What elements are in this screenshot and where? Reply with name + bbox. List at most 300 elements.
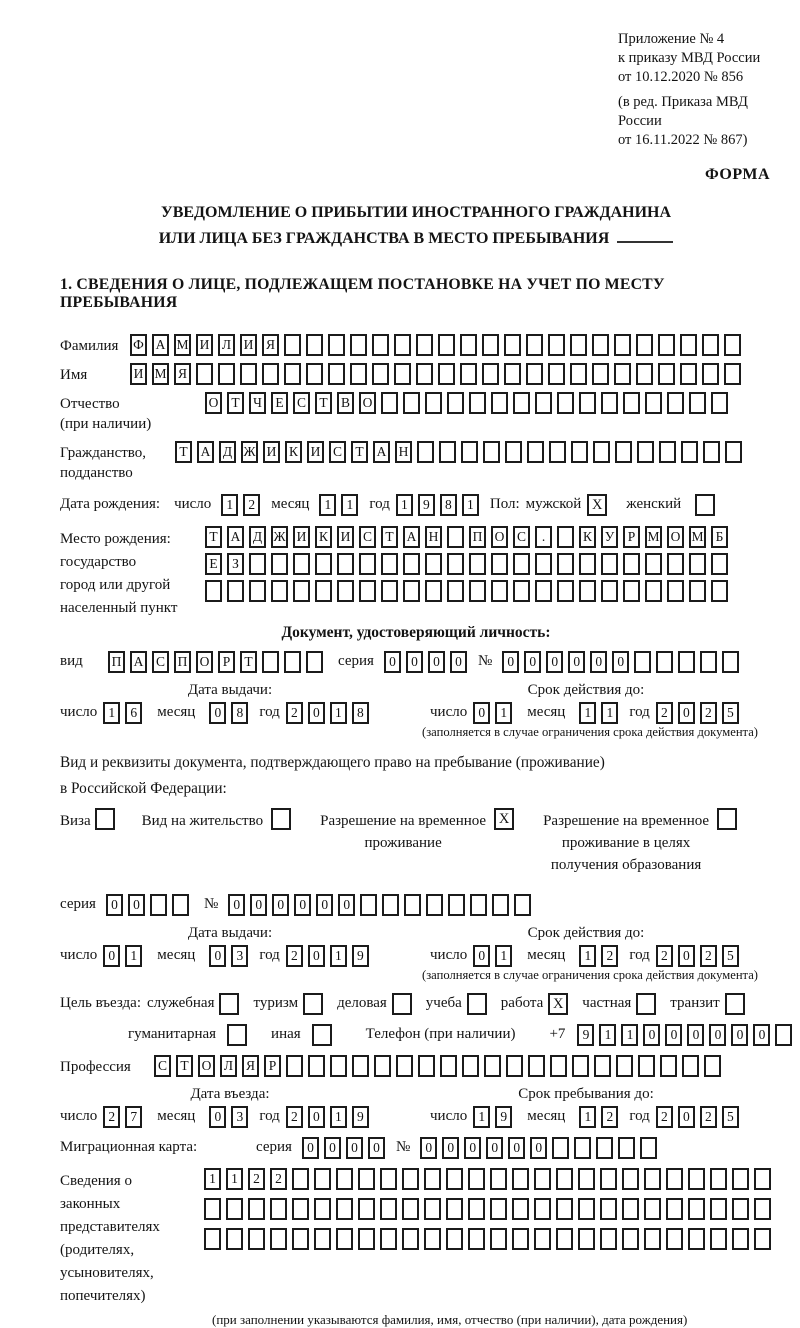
char-box[interactable]: [446, 1198, 463, 1220]
char-box[interactable]: [204, 1228, 221, 1250]
char-box[interactable]: О: [491, 526, 508, 548]
char-box[interactable]: 1: [330, 1106, 347, 1128]
char-box[interactable]: [418, 1055, 435, 1077]
char-box[interactable]: [374, 1055, 391, 1077]
char-box[interactable]: [218, 363, 235, 385]
char-box[interactable]: [172, 894, 189, 916]
char-box[interactable]: 0: [731, 1024, 748, 1046]
char-box[interactable]: 0: [546, 651, 563, 673]
doc-valid-month-boxes[interactable]: [579, 702, 623, 724]
char-box[interactable]: [703, 441, 720, 463]
char-box[interactable]: 2: [601, 945, 618, 967]
char-box[interactable]: 8: [352, 702, 369, 724]
char-box[interactable]: 0: [406, 651, 423, 673]
char-box[interactable]: [469, 553, 486, 575]
char-box[interactable]: [725, 441, 742, 463]
checkbox-cell[interactable]: [227, 1024, 247, 1046]
char-box[interactable]: У: [601, 526, 618, 548]
purpose-official-checkbox[interactable]: [219, 993, 244, 1015]
char-box[interactable]: [615, 441, 632, 463]
birth-place-boxes-row1[interactable]: [205, 526, 733, 548]
char-box[interactable]: [623, 580, 640, 602]
char-box[interactable]: [403, 392, 420, 414]
char-box[interactable]: Ф: [130, 334, 147, 356]
char-box[interactable]: 0: [590, 651, 607, 673]
char-box[interactable]: [447, 526, 464, 548]
char-box[interactable]: [732, 1168, 749, 1190]
profession-boxes[interactable]: [154, 1055, 726, 1077]
char-box[interactable]: 2: [656, 1106, 673, 1128]
char-box[interactable]: [689, 392, 706, 414]
char-box[interactable]: [660, 1055, 677, 1077]
char-box[interactable]: 1: [579, 702, 596, 724]
residence-number-boxes[interactable]: [228, 894, 536, 916]
char-box[interactable]: [614, 363, 631, 385]
char-box[interactable]: К: [315, 526, 332, 548]
char-box[interactable]: [360, 894, 377, 916]
char-box[interactable]: [601, 392, 618, 414]
char-box[interactable]: [722, 651, 739, 673]
char-box[interactable]: 0: [524, 651, 541, 673]
checkbox-cell[interactable]: [95, 808, 115, 830]
char-box[interactable]: [638, 1055, 655, 1077]
title-blank-line[interactable]: [617, 227, 673, 243]
char-box[interactable]: И: [130, 363, 147, 385]
char-box[interactable]: И: [293, 526, 310, 548]
checkbox-cell[interactable]: [303, 993, 323, 1015]
char-box[interactable]: 2: [656, 702, 673, 724]
char-box[interactable]: [271, 553, 288, 575]
char-box[interactable]: [579, 392, 596, 414]
char-box[interactable]: [205, 580, 222, 602]
char-box[interactable]: 1: [579, 1106, 596, 1128]
char-box[interactable]: О: [205, 392, 222, 414]
char-box[interactable]: 2: [286, 945, 303, 967]
char-box[interactable]: [262, 651, 279, 673]
checkbox-cell[interactable]: [725, 993, 745, 1015]
char-box[interactable]: [601, 580, 618, 602]
birth-place-boxes-row2[interactable]: [205, 553, 733, 575]
char-box[interactable]: [732, 1198, 749, 1220]
residence-valid-year-boxes[interactable]: [656, 945, 744, 967]
char-box[interactable]: 8: [231, 702, 248, 724]
char-box[interactable]: С: [154, 1055, 171, 1077]
char-box[interactable]: 0: [508, 1137, 525, 1159]
char-box[interactable]: 2: [700, 1106, 717, 1128]
char-box[interactable]: Ч: [249, 392, 266, 414]
char-box[interactable]: 0: [473, 702, 490, 724]
char-box[interactable]: [306, 363, 323, 385]
char-box[interactable]: [306, 334, 323, 356]
char-box[interactable]: [504, 363, 521, 385]
char-box[interactable]: [483, 441, 500, 463]
char-box[interactable]: [403, 553, 420, 575]
char-box[interactable]: [426, 894, 443, 916]
char-box[interactable]: 0: [687, 1024, 704, 1046]
temp-residence-education-checkbox[interactable]: [717, 808, 742, 830]
char-box[interactable]: 0: [678, 945, 695, 967]
char-box[interactable]: [468, 1168, 485, 1190]
char-box[interactable]: [622, 1228, 639, 1250]
checkbox-cell[interactable]: [392, 993, 412, 1015]
char-box[interactable]: [328, 334, 345, 356]
purpose-other-checkbox[interactable]: [312, 1024, 337, 1046]
char-box[interactable]: [600, 1198, 617, 1220]
char-box[interactable]: [658, 363, 675, 385]
char-box[interactable]: О: [667, 526, 684, 548]
char-box[interactable]: 5: [722, 702, 739, 724]
char-box[interactable]: П: [108, 651, 125, 673]
purpose-work-checkbox[interactable]: [548, 993, 573, 1015]
char-box[interactable]: [666, 1228, 683, 1250]
visa-checkbox[interactable]: [95, 808, 120, 830]
char-box[interactable]: [711, 392, 728, 414]
char-box[interactable]: 2: [700, 945, 717, 967]
char-box[interactable]: 0: [128, 894, 145, 916]
char-box[interactable]: [380, 1168, 397, 1190]
char-box[interactable]: [248, 1198, 265, 1220]
char-box[interactable]: 0: [568, 651, 585, 673]
char-box[interactable]: 0: [106, 894, 123, 916]
char-box[interactable]: [491, 553, 508, 575]
char-box[interactable]: [447, 580, 464, 602]
char-box[interactable]: 2: [103, 1106, 120, 1128]
char-box[interactable]: [512, 1198, 529, 1220]
char-box[interactable]: [227, 580, 244, 602]
char-box[interactable]: [636, 334, 653, 356]
char-box[interactable]: [623, 553, 640, 575]
char-box[interactable]: [640, 1137, 657, 1159]
char-box[interactable]: [380, 1198, 397, 1220]
phone-boxes[interactable]: [577, 1024, 797, 1046]
char-box[interactable]: [424, 1228, 441, 1250]
char-box[interactable]: [534, 1168, 551, 1190]
char-box[interactable]: 9: [352, 1106, 369, 1128]
char-box[interactable]: Т: [176, 1055, 193, 1077]
char-box[interactable]: [262, 363, 279, 385]
char-box[interactable]: 1: [473, 1106, 490, 1128]
birth-place-boxes-row3[interactable]: [205, 580, 733, 602]
char-box[interactable]: 0: [420, 1137, 437, 1159]
char-box[interactable]: [293, 553, 310, 575]
char-box[interactable]: [579, 553, 596, 575]
char-box[interactable]: [645, 392, 662, 414]
stay-day-boxes[interactable]: [473, 1106, 517, 1128]
char-box[interactable]: 0: [308, 1106, 325, 1128]
char-box[interactable]: [460, 334, 477, 356]
char-box[interactable]: [381, 580, 398, 602]
char-box[interactable]: Я: [262, 334, 279, 356]
char-box[interactable]: В: [337, 392, 354, 414]
char-box[interactable]: 0: [316, 894, 333, 916]
char-box[interactable]: [440, 1055, 457, 1077]
char-box[interactable]: Н: [395, 441, 412, 463]
doc-issue-month-boxes[interactable]: [209, 702, 253, 724]
char-box[interactable]: [724, 363, 741, 385]
char-box[interactable]: [293, 580, 310, 602]
char-box[interactable]: 0: [486, 1137, 503, 1159]
char-box[interactable]: [336, 1198, 353, 1220]
char-box[interactable]: [292, 1168, 309, 1190]
char-box[interactable]: Ж: [271, 526, 288, 548]
char-box[interactable]: Т: [351, 441, 368, 463]
char-box[interactable]: 0: [302, 1137, 319, 1159]
char-box[interactable]: Р: [218, 651, 235, 673]
char-box[interactable]: 5: [722, 945, 739, 967]
char-box[interactable]: С: [152, 651, 169, 673]
char-box[interactable]: [704, 1055, 721, 1077]
char-box[interactable]: [337, 553, 354, 575]
char-box[interactable]: А: [130, 651, 147, 673]
char-box[interactable]: [644, 1228, 661, 1250]
char-box[interactable]: К: [285, 441, 302, 463]
char-box[interactable]: [358, 1198, 375, 1220]
female-checkbox[interactable]: [695, 494, 720, 516]
char-box[interactable]: [425, 392, 442, 414]
char-box[interactable]: [306, 651, 323, 673]
char-box[interactable]: [424, 1198, 441, 1220]
char-box[interactable]: [512, 1228, 529, 1250]
char-box[interactable]: [490, 1198, 507, 1220]
char-box[interactable]: 1: [396, 494, 413, 516]
char-box[interactable]: [710, 1198, 727, 1220]
char-box[interactable]: А: [373, 441, 390, 463]
char-box[interactable]: [637, 441, 654, 463]
residence-valid-month-boxes[interactable]: [579, 945, 623, 967]
char-box[interactable]: [226, 1198, 243, 1220]
char-box[interactable]: [512, 1168, 529, 1190]
char-box[interactable]: [526, 334, 543, 356]
char-box[interactable]: [482, 363, 499, 385]
char-box[interactable]: [425, 580, 442, 602]
char-box[interactable]: М: [174, 334, 191, 356]
char-box[interactable]: [754, 1168, 771, 1190]
char-box[interactable]: 0: [209, 1106, 226, 1128]
char-box[interactable]: [271, 580, 288, 602]
char-box[interactable]: 0: [324, 1137, 341, 1159]
char-box[interactable]: [644, 1168, 661, 1190]
char-box[interactable]: [732, 1228, 749, 1250]
char-box[interactable]: О: [198, 1055, 215, 1077]
char-box[interactable]: 9: [418, 494, 435, 516]
char-box[interactable]: 0: [209, 702, 226, 724]
char-box[interactable]: А: [403, 526, 420, 548]
char-box[interactable]: [682, 1055, 699, 1077]
char-box[interactable]: [240, 363, 257, 385]
char-box[interactable]: [618, 1137, 635, 1159]
char-box[interactable]: [286, 1055, 303, 1077]
char-box[interactable]: [424, 1168, 441, 1190]
char-box[interactable]: 1: [579, 945, 596, 967]
char-box[interactable]: [596, 1137, 613, 1159]
char-box[interactable]: 1: [103, 702, 120, 724]
char-box[interactable]: [447, 392, 464, 414]
char-box[interactable]: [358, 1168, 375, 1190]
migration-number-boxes[interactable]: [420, 1137, 662, 1159]
char-box[interactable]: [292, 1198, 309, 1220]
char-box[interactable]: 2: [243, 494, 260, 516]
char-box[interactable]: [658, 334, 675, 356]
char-box[interactable]: М: [152, 363, 169, 385]
doc-kind-boxes[interactable]: [108, 651, 328, 673]
char-box[interactable]: [248, 1228, 265, 1250]
char-box[interactable]: [359, 580, 376, 602]
char-box[interactable]: [314, 1228, 331, 1250]
char-box[interactable]: [601, 553, 618, 575]
char-box[interactable]: [504, 334, 521, 356]
char-box[interactable]: [330, 1055, 347, 1077]
char-box[interactable]: Р: [264, 1055, 281, 1077]
char-box[interactable]: [550, 1055, 567, 1077]
char-box[interactable]: [656, 651, 673, 673]
char-box[interactable]: [572, 1055, 589, 1077]
char-box[interactable]: [680, 334, 697, 356]
char-box[interactable]: Я: [242, 1055, 259, 1077]
char-box[interactable]: [594, 1055, 611, 1077]
char-box[interactable]: [314, 1168, 331, 1190]
char-box[interactable]: [372, 363, 389, 385]
char-box[interactable]: 0: [308, 945, 325, 967]
migration-series-boxes[interactable]: [302, 1137, 390, 1159]
char-box[interactable]: [535, 580, 552, 602]
char-box[interactable]: Я: [174, 363, 191, 385]
char-box[interactable]: [394, 363, 411, 385]
entry-month-boxes[interactable]: [209, 1106, 253, 1128]
char-box[interactable]: К: [579, 526, 596, 548]
birth-day-boxes[interactable]: [221, 494, 265, 516]
char-box[interactable]: 1: [330, 702, 347, 724]
char-box[interactable]: [578, 1168, 595, 1190]
male-checkbox[interactable]: [587, 494, 612, 516]
char-box[interactable]: Д: [249, 526, 266, 548]
char-box[interactable]: [634, 651, 651, 673]
residence-issue-day-boxes[interactable]: [103, 945, 147, 967]
residence-issue-month-boxes[interactable]: [209, 945, 253, 967]
char-box[interactable]: [438, 334, 455, 356]
char-box[interactable]: [600, 1228, 617, 1250]
char-box[interactable]: [514, 894, 531, 916]
entry-year-boxes[interactable]: [286, 1106, 374, 1128]
char-box[interactable]: А: [227, 526, 244, 548]
char-box[interactable]: С: [513, 526, 530, 548]
char-box[interactable]: 0: [678, 1106, 695, 1128]
char-box[interactable]: [350, 363, 367, 385]
doc-number-boxes[interactable]: [502, 651, 744, 673]
char-box[interactable]: 2: [248, 1168, 265, 1190]
char-box[interactable]: 1: [204, 1168, 221, 1190]
char-box[interactable]: [328, 363, 345, 385]
char-box[interactable]: [667, 553, 684, 575]
temp-residence-checkbox[interactable]: [494, 808, 519, 830]
char-box[interactable]: [711, 580, 728, 602]
char-box[interactable]: [505, 441, 522, 463]
checkbox-cell[interactable]: X: [548, 993, 568, 1015]
char-box[interactable]: [548, 334, 565, 356]
char-box[interactable]: А: [152, 334, 169, 356]
char-box[interactable]: [754, 1228, 771, 1250]
char-box[interactable]: [527, 441, 544, 463]
char-box[interactable]: С: [329, 441, 346, 463]
char-box[interactable]: [600, 1168, 617, 1190]
char-box[interactable]: С: [293, 392, 310, 414]
char-box[interactable]: 1: [495, 945, 512, 967]
doc-series-boxes[interactable]: [384, 651, 472, 673]
representatives-boxes-row1[interactable]: [204, 1168, 776, 1190]
char-box[interactable]: 7: [125, 1106, 142, 1128]
char-box[interactable]: [381, 553, 398, 575]
char-box[interactable]: [394, 334, 411, 356]
char-box[interactable]: [552, 1137, 569, 1159]
char-box[interactable]: [614, 334, 631, 356]
representatives-boxes-row3[interactable]: [204, 1228, 776, 1250]
char-box[interactable]: [534, 1198, 551, 1220]
char-box[interactable]: [689, 580, 706, 602]
char-box[interactable]: М: [645, 526, 662, 548]
doc-valid-day-boxes[interactable]: [473, 702, 517, 724]
char-box[interactable]: [402, 1168, 419, 1190]
char-box[interactable]: 0: [530, 1137, 547, 1159]
char-box[interactable]: [359, 553, 376, 575]
char-box[interactable]: [425, 553, 442, 575]
char-box[interactable]: И: [307, 441, 324, 463]
surname-boxes[interactable]: [130, 334, 746, 356]
char-box[interactable]: [438, 363, 455, 385]
checkbox-cell[interactable]: [717, 808, 737, 830]
char-box[interactable]: Л: [218, 334, 235, 356]
char-box[interactable]: С: [359, 526, 376, 548]
residence-valid-day-boxes[interactable]: [473, 945, 517, 967]
stay-month-boxes[interactable]: [579, 1106, 623, 1128]
char-box[interactable]: [308, 1055, 325, 1077]
char-box[interactable]: Т: [315, 392, 332, 414]
char-box[interactable]: 0: [338, 894, 355, 916]
purpose-humanitarian-checkbox[interactable]: [227, 1024, 252, 1046]
checkbox-cell[interactable]: [271, 808, 291, 830]
residence-series-boxes[interactable]: [106, 894, 194, 916]
checkbox-cell[interactable]: [636, 993, 656, 1015]
char-box[interactable]: [372, 334, 389, 356]
char-box[interactable]: [571, 441, 588, 463]
char-box[interactable]: 2: [700, 702, 717, 724]
char-box[interactable]: Т: [227, 392, 244, 414]
char-box[interactable]: И: [263, 441, 280, 463]
char-box[interactable]: [711, 553, 728, 575]
char-box[interactable]: [667, 580, 684, 602]
char-box[interactable]: [616, 1055, 633, 1077]
char-box[interactable]: 3: [231, 1106, 248, 1128]
char-box[interactable]: И: [240, 334, 257, 356]
char-box[interactable]: [150, 894, 167, 916]
char-box[interactable]: [402, 1198, 419, 1220]
char-box[interactable]: 2: [656, 945, 673, 967]
purpose-private-checkbox[interactable]: [636, 993, 661, 1015]
char-box[interactable]: 0: [250, 894, 267, 916]
char-box[interactable]: [535, 553, 552, 575]
char-box[interactable]: [578, 1198, 595, 1220]
char-box[interactable]: П: [174, 651, 191, 673]
char-box[interactable]: [358, 1228, 375, 1250]
char-box[interactable]: [636, 363, 653, 385]
checkbox-cell[interactable]: X: [494, 808, 514, 830]
char-box[interactable]: Д: [219, 441, 236, 463]
birth-year-boxes[interactable]: [396, 494, 484, 516]
char-box[interactable]: [689, 553, 706, 575]
char-box[interactable]: [666, 1198, 683, 1220]
char-box[interactable]: 1: [125, 945, 142, 967]
char-box[interactable]: [645, 553, 662, 575]
char-box[interactable]: П: [469, 526, 486, 548]
char-box[interactable]: [680, 363, 697, 385]
